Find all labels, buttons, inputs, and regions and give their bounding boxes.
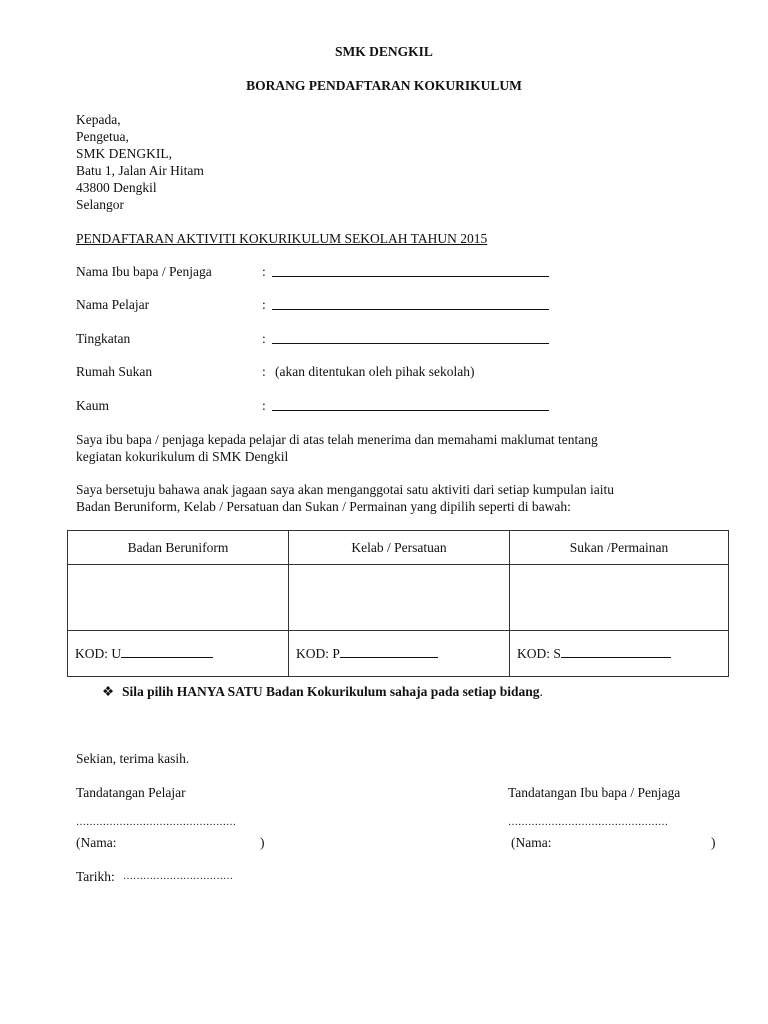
paragraph-line: Saya bersetuju bahawa anak jagaan saya akan menganggotai satu aktiviti dari setiap kumpulan iaitu <box>76 482 614 497</box>
field-label: Rumah Sukan <box>76 364 153 379</box>
diamond-bullet-icon: ❖ <box>102 684 115 699</box>
field-label: Tingkatan <box>76 331 131 346</box>
school-name: SMK DENGKIL <box>335 44 433 59</box>
field-colon: : <box>262 297 266 312</box>
student-name-open: (Nama: <box>76 835 117 850</box>
field-colon: : <box>262 331 266 346</box>
activity-cell-uniform[interactable] <box>68 565 289 631</box>
field-input-line[interactable] <box>272 410 549 411</box>
field-input-line[interactable] <box>272 276 549 277</box>
parent-name-close: ) <box>711 835 716 850</box>
field-input-line[interactable] <box>272 343 549 344</box>
student-signature-label: Tandatangan Pelajar <box>76 785 186 800</box>
address-line: Kepada, <box>76 112 121 127</box>
field-colon: : <box>262 264 266 279</box>
field-label: Kaum <box>76 398 109 413</box>
field-input-line[interactable] <box>272 309 549 310</box>
paragraph-line: Badan Beruniform, Kelab / Persatuan dan Sukan / Permainan yang dipilih seperti di bawah: <box>76 499 571 514</box>
table-header-cell: Badan Beruniform <box>68 531 289 565</box>
note <box>122 684 543 700</box>
kod-cell <box>68 631 289 677</box>
student-signature-dots[interactable]: ………………………………………… <box>76 817 236 828</box>
form-title: BORANG PENDAFTARAN KOKURIKULUM <box>246 78 522 93</box>
kod-label: KOD: P <box>296 645 340 661</box>
kod-input-line[interactable] <box>561 657 671 658</box>
address-line: Batu 1, Jalan Air Hitam <box>76 163 204 178</box>
student-name-close: ) <box>260 835 265 850</box>
activity-cell-club[interactable] <box>289 565 510 631</box>
activity-table <box>67 530 729 677</box>
kod-cell <box>510 631 729 677</box>
field-colon: : <box>262 364 266 379</box>
activity-cell-sport[interactable] <box>510 565 729 631</box>
table-row <box>68 565 729 631</box>
note-period: . <box>539 684 543 699</box>
parent-signature-dots[interactable]: ………………………………………… <box>508 817 668 828</box>
kod-label: KOD: U <box>75 645 122 661</box>
table-header-cell: Sukan /Permainan <box>510 531 729 565</box>
paragraph-line: Saya ibu bapa / penjaga kepada pelajar di atas telah menerima dan memahami maklumat tentang <box>76 432 598 447</box>
parent-name-open: (Nama: <box>511 835 552 850</box>
kod-label: KOD: S <box>517 645 561 661</box>
address-line: 43800 Dengkil <box>76 180 157 195</box>
address-line: SMK DENGKIL, <box>76 146 172 161</box>
address-line: Pengetua, <box>76 129 129 144</box>
date-label: Tarikh: <box>76 869 115 884</box>
closing-text: Sekian, terima kasih. <box>76 751 190 766</box>
date-dots[interactable]: …………………………… <box>123 871 233 882</box>
paragraph-line: kegiatan kokurikulum di SMK Dengkil <box>76 449 289 464</box>
kod-input-line[interactable] <box>121 657 213 658</box>
parent-signature-label: Tandatangan Ibu bapa / Penjaga <box>508 785 681 800</box>
kod-cell <box>289 631 510 677</box>
note-text: Sila pilih HANYA SATU Badan Kokurikulum sahaja pada setiap bidang <box>122 684 540 699</box>
subject-heading: PENDAFTARAN AKTIVITI KOKURIKULUM SEKOLAH TAHUN 2015 <box>76 231 488 246</box>
table-row <box>68 631 729 677</box>
field-label: Nama Ibu bapa / Penjaga <box>76 264 212 279</box>
table-header-row <box>68 531 729 565</box>
table-header-cell: Kelab / Persatuan <box>289 531 510 565</box>
kod-input-line[interactable] <box>340 657 438 658</box>
field-value: (akan ditentukan oleh pihak sekolah) <box>275 364 475 379</box>
address-line: Selangor <box>76 197 124 212</box>
field-label: Nama Pelajar <box>76 297 150 312</box>
field-colon: : <box>262 398 266 413</box>
